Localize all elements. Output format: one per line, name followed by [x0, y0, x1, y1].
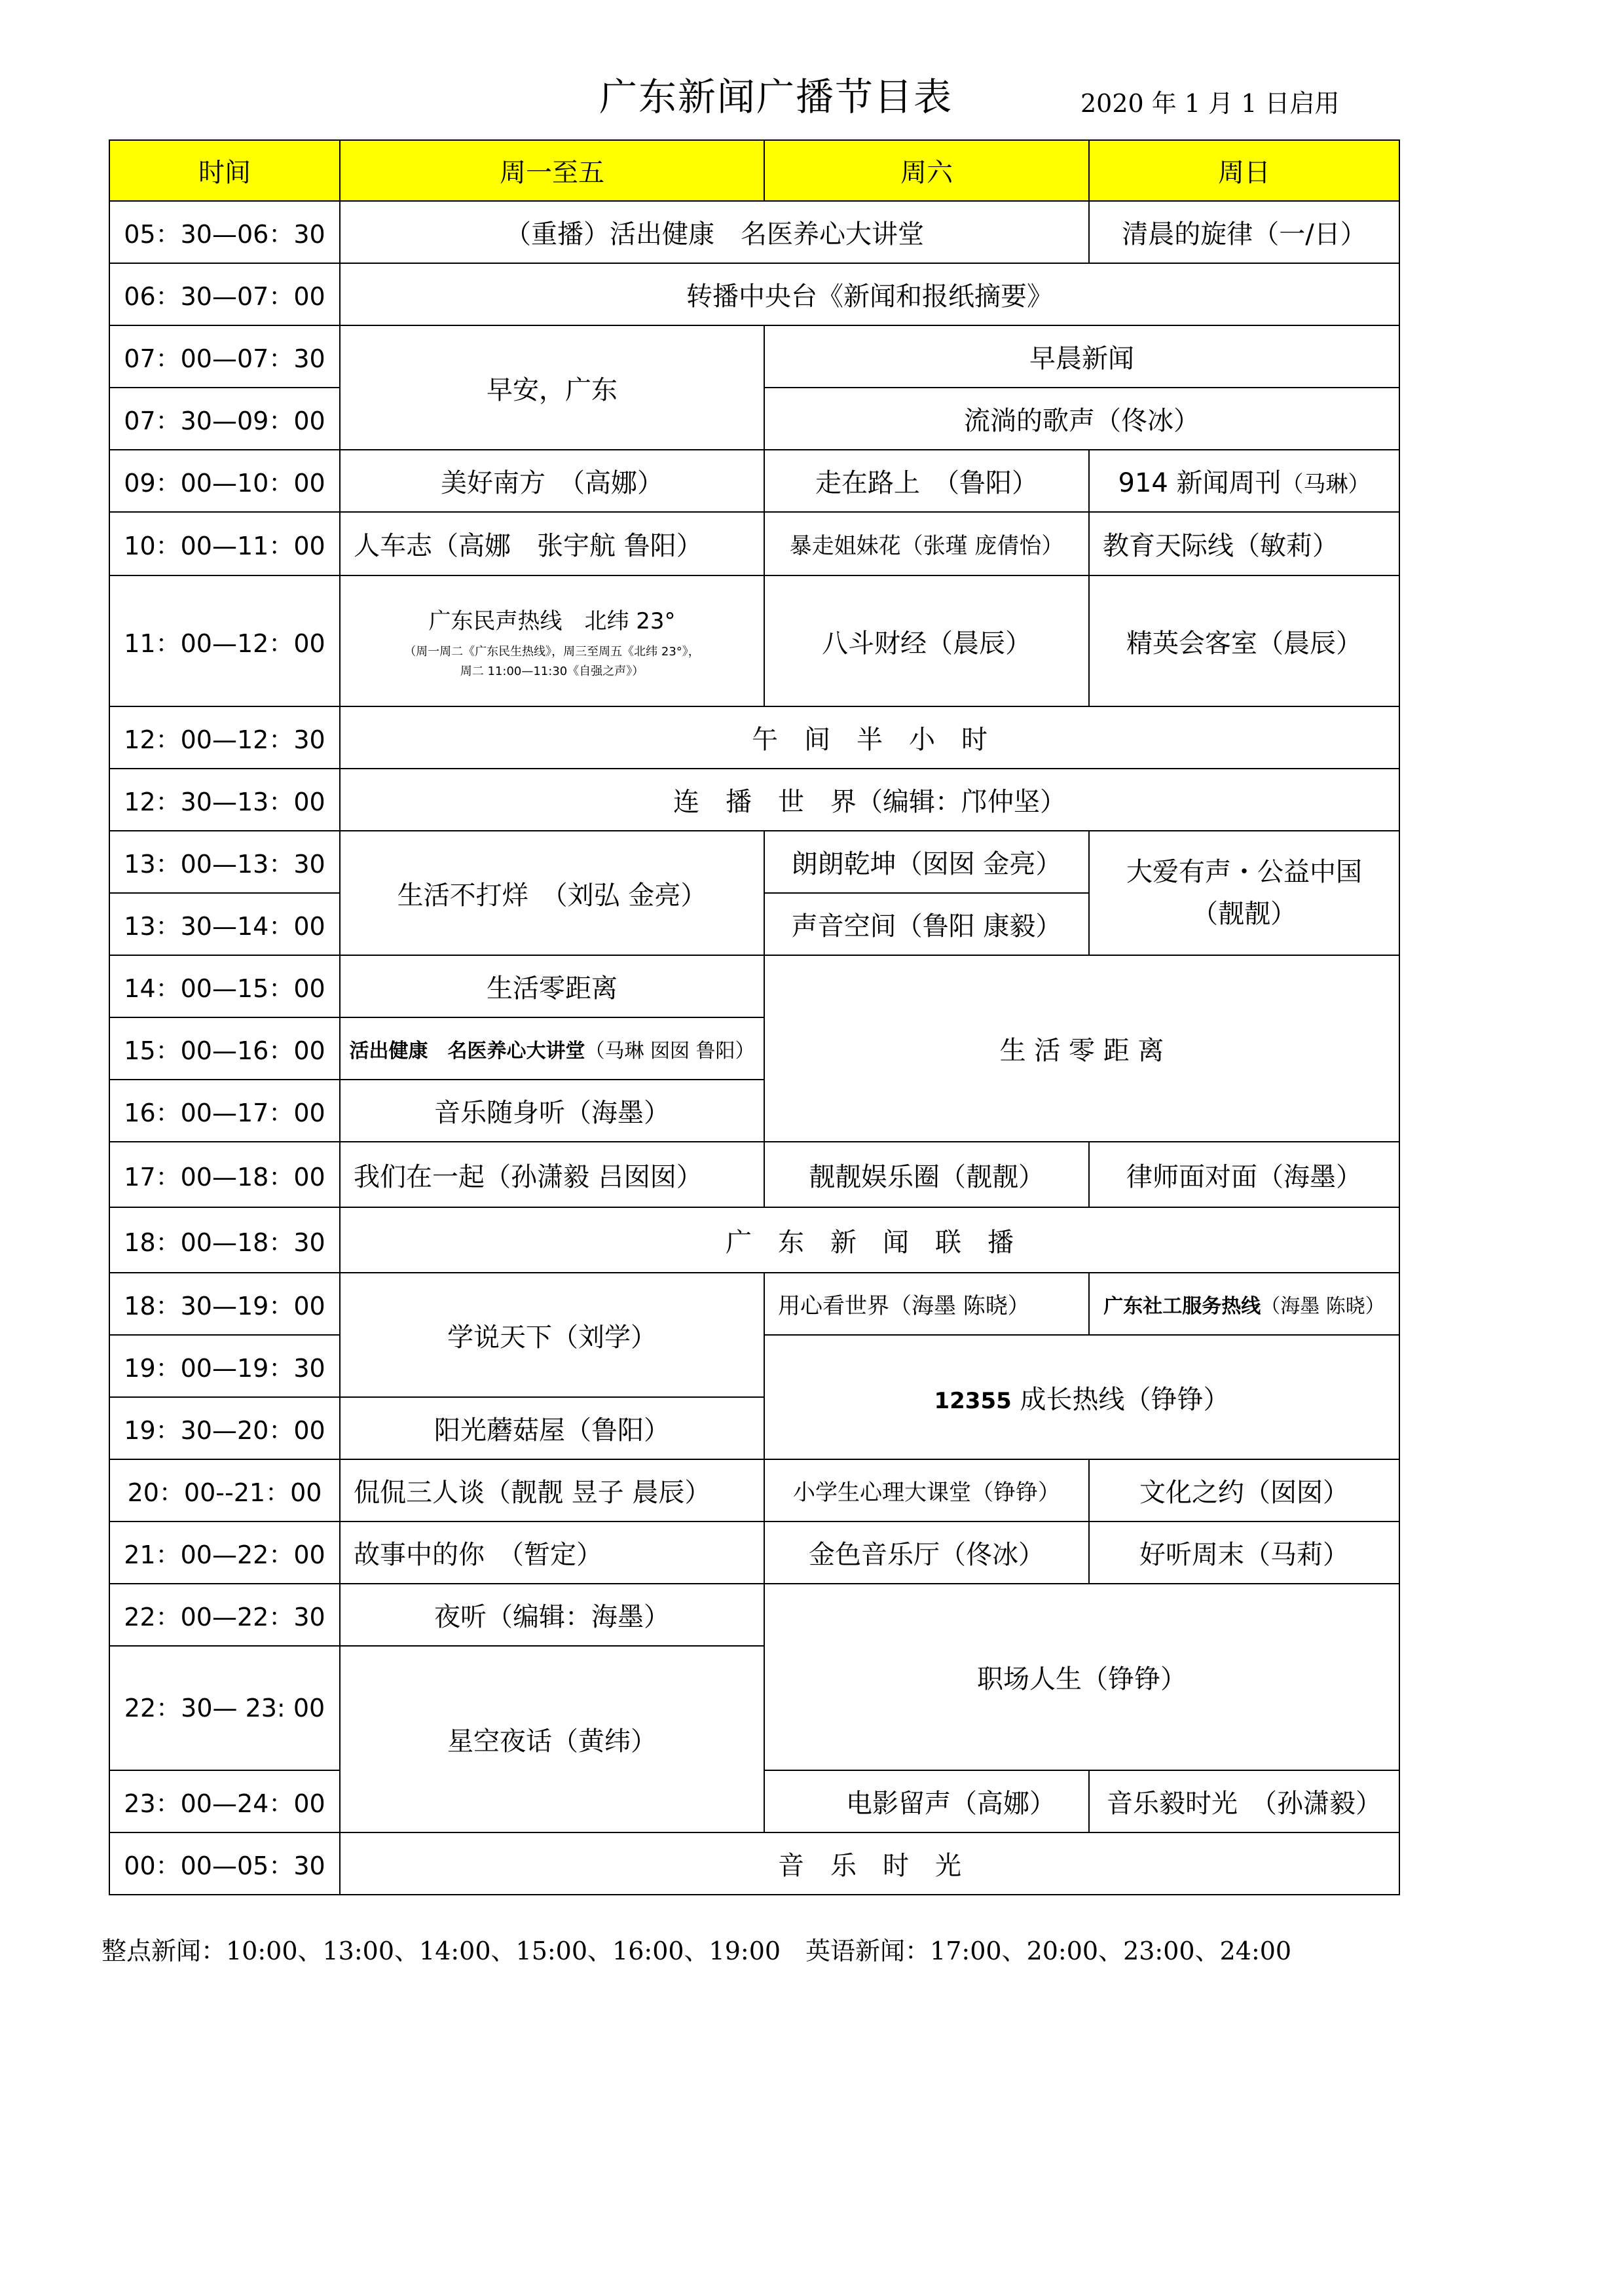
- program-cell: [1089, 831, 1399, 955]
- program-cell: 连 播 世 界（编辑：邝仲坚）: [340, 769, 1399, 831]
- program-cell: 学说天下（刘学）: [340, 1273, 764, 1397]
- time-cell: 19：30—20：00: [109, 1397, 340, 1459]
- program-cell: 律师面对面（海墨）: [1089, 1142, 1399, 1207]
- time-cell: 11：00—12：00: [109, 575, 340, 706]
- time-cell: 13：30—14：00: [109, 893, 340, 955]
- program-cell: 广 东 新 闻 联 播: [340, 1207, 1399, 1273]
- program-cell: 职场人生（铮铮）: [764, 1584, 1399, 1770]
- effective-date: 2020 年 1 月 1 日启用: [1080, 89, 1340, 118]
- table-row: [109, 1832, 1399, 1895]
- table-row: [109, 1142, 1399, 1207]
- table-row: [109, 706, 1399, 769]
- program-name: 活出健康 名医养心大讲堂: [349, 1039, 585, 1063]
- program-cell: [1089, 1273, 1399, 1335]
- time-cell: 00：00—05：30: [109, 1832, 340, 1895]
- program-name: 成长热线（铮铮）: [1011, 1384, 1230, 1415]
- program-cell: [764, 1335, 1399, 1459]
- program-cell: 音乐随身听（海墨）: [340, 1080, 764, 1142]
- program-name: 广东民声热线 北纬 23°: [428, 608, 676, 634]
- time-cell: 18：00—18：30: [109, 1207, 340, 1273]
- news-schedule-footer: 整点新闻：10:00、13:00、14:00、15:00、16:00、19:00 英语新闻：17:00、20:00、23:00、24:00: [101, 1937, 1292, 1965]
- program-host: （马琳 囡囡 鲁阳）: [585, 1039, 755, 1063]
- program-cell: 靓靓娱乐圈（靓靓）: [764, 1142, 1089, 1207]
- schedule-table: [109, 139, 1400, 1895]
- program-note: 周二 11:00—11:30《自强之声》）: [460, 665, 644, 678]
- table-row: [109, 1584, 1399, 1646]
- time-cell: 22：30— 23: 00: [109, 1646, 340, 1770]
- program-cell: 文化之约（囡囡）: [1089, 1459, 1399, 1522]
- time-cell: 19：00—19：30: [109, 1335, 340, 1397]
- time-cell: 13：00—13：30: [109, 831, 340, 893]
- table-row: [109, 769, 1399, 831]
- table-row: [109, 575, 1399, 706]
- program-name: 12355: [934, 1387, 1012, 1414]
- table-row: [109, 512, 1399, 575]
- program-cell: 生活不打烊 （刘弘 金亮）: [340, 831, 764, 955]
- program-cell: 朗朗乾坤（囡囡 金亮）: [764, 831, 1089, 893]
- table-row: [109, 831, 1399, 893]
- program-host: （张瑾 庞倩怡）: [900, 533, 1064, 559]
- program-cell: 早安，广东: [340, 325, 764, 450]
- program-cell: 转播中央台《新闻和报纸摘要》: [340, 263, 1399, 325]
- time-cell: 05：30—06：30: [109, 201, 340, 263]
- time-cell: 07：30—09：00: [109, 388, 340, 450]
- time-cell: 12：00—12：30: [109, 706, 340, 769]
- program-cell: 声音空间（鲁阳 康毅）: [764, 893, 1089, 955]
- program-cell: 侃侃三人谈（靓靓 昱子 晨辰）: [340, 1459, 764, 1522]
- program-name: 用心看世界: [778, 1293, 889, 1319]
- time-cell: 20：00--21：00: [109, 1459, 340, 1522]
- program-cell: 电影留声（高娜）: [764, 1770, 1089, 1832]
- program-host: （马琳）: [1281, 471, 1371, 498]
- time-cell: 18：30—19：00: [109, 1273, 340, 1335]
- col-sunday-header: 周日: [1089, 140, 1399, 201]
- program-cell: 午 间 半 小 时: [340, 706, 1399, 769]
- program-cell: 人车志（高娜 张宇航 鲁阳）: [340, 512, 764, 575]
- table-row: [109, 325, 1399, 388]
- program-cell: 音乐毅时光 （孙潇毅）: [1089, 1770, 1399, 1832]
- time-cell: 14：00—15：00: [109, 955, 340, 1017]
- time-cell: 10：00—11：00: [109, 512, 340, 575]
- header-row: [109, 140, 1399, 201]
- time-cell: 22：00—22：30: [109, 1584, 340, 1646]
- time-cell: 09：00—10：00: [109, 450, 340, 512]
- program-cell: 美好南方 （高娜）: [340, 450, 764, 512]
- time-cell: 17：00—18：00: [109, 1142, 340, 1207]
- program-cell: 精英会客室（晨辰）: [1089, 575, 1399, 706]
- program-cell: （重播）活出健康 名医养心大讲堂: [340, 201, 1089, 263]
- program-name: 914 新闻周刊: [1118, 468, 1282, 498]
- program-cell: [340, 575, 764, 706]
- table-row: [109, 1273, 1399, 1335]
- time-cell: 06：30—07：00: [109, 263, 340, 325]
- page-title: 广东新闻广播节目表: [599, 75, 953, 119]
- program-cell: 生活零距离: [340, 955, 764, 1017]
- program-host: （铮铮）: [971, 1480, 1060, 1506]
- program-cell: [1089, 450, 1399, 512]
- program-name: 小学生心理大课堂: [793, 1480, 971, 1506]
- program-cell: [764, 512, 1089, 575]
- program-cell: 生 活 零 距 离: [764, 955, 1399, 1142]
- time-cell: 21：00—22：00: [109, 1522, 340, 1584]
- program-cell: 好听周末（马莉）: [1089, 1522, 1399, 1584]
- table-row: [109, 263, 1399, 325]
- program-cell: 八斗财经（晨辰）: [764, 575, 1089, 706]
- program-host: （靓靓）: [1192, 899, 1297, 929]
- program-cell: 走在路上 （鲁阳）: [764, 450, 1089, 512]
- table-row: [109, 1459, 1399, 1522]
- col-weekday-header: 周一至五: [340, 140, 764, 201]
- table-row: [109, 1207, 1399, 1273]
- program-name: 暴走姐妹花: [789, 533, 901, 559]
- program-cell: 故事中的你 （暂定）: [340, 1522, 764, 1584]
- program-cell: [764, 1459, 1089, 1522]
- program-cell: 阳光蘑菇屋（鲁阳）: [340, 1397, 764, 1459]
- program-cell: 早晨新闻: [764, 325, 1399, 388]
- program-name: 广东社工服务热线: [1103, 1294, 1261, 1318]
- program-cell: [340, 1017, 764, 1080]
- program-cell: 夜听（编辑：海墨）: [340, 1584, 764, 1646]
- time-cell: 15：00—16：00: [109, 1017, 340, 1080]
- program-host: （海墨 陈晓）: [889, 1293, 1030, 1319]
- program-cell: [764, 1273, 1089, 1335]
- program-cell: 星空夜话（黄纬）: [340, 1646, 764, 1832]
- program-cell: 教育天际线（敏莉）: [1089, 512, 1399, 575]
- table-row: [109, 450, 1399, 512]
- time-cell: 07：00—07：30: [109, 325, 340, 388]
- table-row: [109, 201, 1399, 263]
- program-cell: 音 乐 时 光: [340, 1832, 1399, 1895]
- program-note: （周一周二《广东民生热线》，周三至周五《北纬 23°》，: [404, 645, 700, 659]
- table-row: [109, 1522, 1399, 1584]
- program-host: （海墨 陈晓）: [1261, 1294, 1385, 1318]
- program-name: 大爱有声・公益中国: [1126, 857, 1362, 887]
- program-cell: 我们在一起（孙潇毅 吕囡囡）: [340, 1142, 764, 1207]
- program-cell: 清晨的旋律（一/日）: [1089, 201, 1399, 263]
- time-cell: 23：00—24：00: [109, 1770, 340, 1832]
- col-saturday-header: 周六: [764, 140, 1089, 201]
- time-cell: 12：30—13：00: [109, 769, 340, 831]
- table-row: [109, 955, 1399, 1017]
- program-cell: 金色音乐厅（佟冰）: [764, 1522, 1089, 1584]
- col-time-header: 时间: [109, 140, 340, 201]
- time-cell: 16：00—17：00: [109, 1080, 340, 1142]
- program-cell: 流淌的歌声（佟冰）: [764, 388, 1399, 450]
